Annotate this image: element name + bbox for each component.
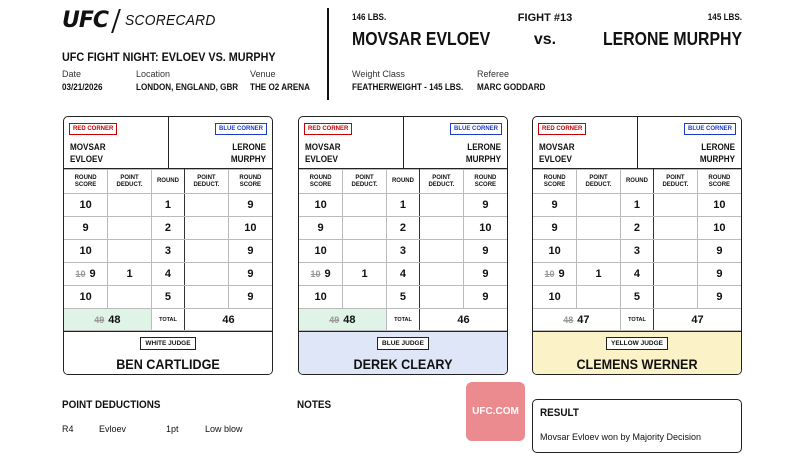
blue-point-deduct — [654, 286, 698, 309]
red-first-name: MOVSAR — [305, 142, 341, 152]
red-point-deduct — [577, 286, 621, 309]
judge-section — [299, 331, 507, 375]
blue-round-score: 10 — [697, 217, 741, 240]
red-fighter-label — [70, 141, 106, 165]
red-round-score: 9 — [64, 217, 108, 240]
red-round-score: 9 — [299, 217, 343, 240]
blue-round-score: 10 — [228, 217, 272, 240]
blue-round-score: 9 — [697, 263, 741, 286]
round-number: 3 — [620, 240, 653, 263]
table-row — [64, 217, 272, 240]
judge-color-badge: WHITE JUDGE — [140, 337, 195, 350]
blue-round-score: 9 — [463, 286, 507, 309]
blue-round-score: 9 — [228, 263, 272, 286]
blue-fighter-label — [466, 141, 501, 165]
blue-total: 47 — [654, 309, 741, 331]
blue-round-score: 9 — [463, 194, 507, 217]
venue-block — [250, 69, 317, 92]
red-fighter-label — [539, 141, 575, 165]
red-point-deduct — [343, 217, 387, 240]
header-point-deduct: POINT DEDUCT. — [654, 170, 698, 194]
round-number: 4 — [386, 263, 419, 286]
red-round-score: 10 — [64, 194, 108, 217]
round-number: 3 — [386, 240, 419, 263]
weight-class-label: Weight Class — [352, 69, 405, 79]
referee-block — [477, 69, 553, 92]
header-point-deduct: POINT DEDUCT. — [420, 170, 464, 194]
location-block — [136, 69, 250, 92]
event-name: UFC FIGHT NIGHT: EVLOEV VS. MURPHY — [62, 50, 276, 64]
red-point-deduct: 1 — [577, 263, 621, 286]
blue-point-deduct — [420, 240, 464, 263]
card-divider — [168, 117, 169, 169]
judge-section — [64, 331, 272, 375]
round-number: 2 — [386, 217, 419, 240]
red-round-score: 10 — [64, 286, 108, 309]
total-label: TOTAL — [151, 309, 184, 331]
date-label: Date — [62, 69, 82, 79]
struck-score: 10 — [310, 269, 321, 279]
round-number: 5 — [386, 286, 419, 309]
blue-round-score: 9 — [697, 286, 741, 309]
struck-total: 49 — [329, 314, 340, 325]
venue-value: THE O2 ARENA — [250, 82, 311, 92]
blue-round-score: 9 — [697, 240, 741, 263]
blue-first-name: LERONE — [701, 142, 735, 152]
fight-number: FIGHT #13 — [517, 12, 573, 24]
venue-label: Venue — [250, 69, 276, 79]
red-round-score: 10 — [299, 194, 343, 217]
red-first-name: MOVSAR — [539, 142, 575, 152]
red-round-score: 10 — [533, 286, 577, 309]
blue-point-deduct — [420, 286, 464, 309]
blue-point-deduct — [420, 194, 464, 217]
judge-section — [533, 331, 741, 375]
card-divider — [637, 117, 638, 169]
blue-round-score: 9 — [463, 263, 507, 286]
blue-point-deduct — [654, 263, 698, 286]
red-point-deduct: 1 — [343, 263, 387, 286]
judge-name: DEREK CLEARY — [353, 356, 453, 372]
blue-round-score: 9 — [463, 240, 507, 263]
red-last-name: EVLOEV — [70, 154, 103, 164]
ufc-com-watermark: UFC.COM — [466, 382, 525, 441]
table-row — [299, 194, 507, 217]
red-point-deduct — [108, 217, 152, 240]
blue-last-name: MURPHY — [699, 154, 735, 164]
struck-total: 49 — [94, 314, 105, 325]
red-round-score: 10 9 — [299, 263, 343, 286]
red-point-deduct — [108, 194, 152, 217]
header-round-score: ROUND SCORE — [697, 170, 741, 194]
card-divider — [403, 117, 404, 169]
table-row — [533, 263, 741, 286]
blue-point-deduct — [185, 263, 229, 286]
score-table — [64, 169, 272, 331]
ufc-logo — [62, 8, 223, 33]
round-number: 1 — [151, 194, 184, 217]
red-point-deduct — [343, 286, 387, 309]
red-total: 49 48 — [299, 309, 386, 331]
card-header — [299, 117, 507, 169]
blue-corner-badge: BLUE CORNER — [450, 123, 502, 135]
round-number: 1 — [620, 194, 653, 217]
red-last-name: EVLOEV — [539, 154, 572, 164]
header-round-score: ROUND SCORE — [228, 170, 272, 194]
blue-corner-badge: BLUE CORNER — [684, 123, 736, 135]
score-table — [533, 169, 741, 331]
header-point-deduct: POINT DEDUCT. — [343, 170, 387, 194]
blue-fighter-label — [700, 141, 735, 165]
judge-scorecard — [532, 116, 742, 375]
table-row — [64, 263, 272, 286]
blue-point-deduct — [420, 263, 464, 286]
header-round: ROUND — [151, 170, 184, 194]
referee-label: Referee — [477, 69, 510, 79]
blue-round-score: 9 — [228, 194, 272, 217]
weight-class-block — [352, 69, 476, 92]
logo-divider — [111, 9, 120, 33]
red-fighter-label — [305, 141, 341, 165]
struck-score: 10 — [75, 269, 86, 279]
total-row — [299, 309, 507, 331]
blue-point-deduct — [654, 194, 698, 217]
header-point-deduct: POINT DEDUCT. — [108, 170, 152, 194]
judge-scorecard — [63, 116, 273, 375]
round-number: 5 — [151, 286, 184, 309]
blue-last-name: MURPHY — [230, 154, 266, 164]
blue-first-name: LERONE — [232, 142, 266, 152]
red-point-deduct — [577, 240, 621, 263]
blue-point-deduct — [654, 217, 698, 240]
date-value: 03/21/2026 — [62, 82, 103, 92]
blue-point-deduct — [654, 240, 698, 263]
blue-corner-badge: BLUE CORNER — [215, 123, 267, 135]
table-row — [533, 217, 741, 240]
red-round-score: 10 — [64, 240, 108, 263]
red-point-deduct — [577, 217, 621, 240]
table-row — [64, 240, 272, 263]
red-round-score: 9 — [533, 217, 577, 240]
table-row — [533, 194, 741, 217]
judge-scorecard — [298, 116, 508, 375]
header-point-deduct: POINT DEDUCT. — [577, 170, 621, 194]
date-block — [62, 69, 107, 92]
header-round: ROUND — [620, 170, 653, 194]
blue-total: 46 — [185, 309, 272, 331]
round-number: 4 — [151, 263, 184, 286]
location-label: Location — [136, 69, 171, 79]
vs-label: vs. — [533, 31, 557, 48]
red-point-deduct — [108, 286, 152, 309]
table-row — [64, 194, 272, 217]
blue-fighter-name: LERONE MURPHY — [602, 29, 742, 49]
judge-color-badge: BLUE JUDGE — [377, 337, 429, 350]
point-deductions-title: POINT DEDUCTIONS — [62, 399, 161, 411]
red-weight: 146 LBS. — [352, 12, 387, 22]
red-corner-badge: RED CORNER — [304, 123, 352, 135]
blue-point-deduct — [185, 240, 229, 263]
round-number: 3 — [151, 240, 184, 263]
table-row — [299, 286, 507, 309]
judge-name: BEN CARTLIDGE — [116, 356, 220, 372]
red-corner-badge: RED CORNER — [69, 123, 117, 135]
red-point-deduct — [343, 240, 387, 263]
card-header — [64, 117, 272, 169]
total-label: TOTAL — [386, 309, 419, 331]
ufc-wordmark: UFC — [62, 8, 109, 33]
red-round-score: 10 9 — [64, 263, 108, 286]
header-round: ROUND — [386, 170, 419, 194]
red-round-score: 10 9 — [533, 263, 577, 286]
blue-first-name: LERONE — [467, 142, 501, 152]
blue-point-deduct — [420, 217, 464, 240]
blue-round-score: 10 — [463, 217, 507, 240]
header-round-score: ROUND SCORE — [64, 170, 108, 194]
red-round-score: 9 — [533, 194, 577, 217]
result-text: Movsar Evloev won by Majority Decision — [540, 432, 702, 442]
round-number: 4 — [620, 263, 653, 286]
table-header — [64, 170, 272, 194]
blue-last-name: MURPHY — [465, 154, 501, 164]
round-number: 2 — [620, 217, 653, 240]
result-box — [532, 399, 742, 453]
red-total: 49 48 — [64, 309, 151, 331]
referee-value: MARC GODDARD — [477, 82, 546, 92]
blue-fighter-label — [231, 141, 266, 165]
header-round-score: ROUND SCORE — [463, 170, 507, 194]
judge-color-badge: YELLOW JUDGE — [606, 337, 668, 350]
blue-point-deduct — [185, 217, 229, 240]
table-row — [64, 286, 272, 309]
notes-title: NOTES — [297, 399, 332, 411]
deduction-fighter: Evloev — [99, 424, 127, 434]
table-row — [533, 286, 741, 309]
deduction-round: R4 — [62, 424, 74, 434]
card-header — [533, 117, 741, 169]
header-round-score: ROUND SCORE — [533, 170, 577, 194]
score-table — [299, 169, 507, 331]
table-header — [533, 170, 741, 194]
red-round-score: 10 — [299, 240, 343, 263]
struck-total: 48 — [563, 314, 574, 325]
blue-point-deduct — [185, 194, 229, 217]
table-header — [299, 170, 507, 194]
table-row — [299, 217, 507, 240]
location-value: LONDON, ENGLAND, GBR — [136, 82, 239, 92]
blue-round-score: 9 — [228, 240, 272, 263]
table-row — [299, 240, 507, 263]
header-divider — [327, 8, 329, 100]
table-row — [533, 240, 741, 263]
total-label: TOTAL — [620, 309, 653, 331]
red-point-deduct — [577, 194, 621, 217]
total-row — [64, 309, 272, 331]
blue-weight: 145 LBS. — [707, 12, 742, 22]
deduction-points: 1pt — [166, 424, 179, 434]
header-round-score: ROUND SCORE — [299, 170, 343, 194]
red-total: 48 47 — [533, 309, 620, 331]
red-corner-badge: RED CORNER — [538, 123, 586, 135]
result-title: RESULT — [540, 407, 579, 419]
table-row — [299, 263, 507, 286]
red-point-deduct — [108, 240, 152, 263]
blue-point-deduct — [185, 286, 229, 309]
red-fighter-name: MOVSAR EVLOEV — [352, 29, 491, 49]
red-point-deduct: 1 — [108, 263, 152, 286]
judge-name: CLEMENS WERNER — [576, 356, 698, 372]
weight-class-value: FEATHERWEIGHT - 145 LBS. — [352, 82, 464, 92]
red-round-score: 10 — [299, 286, 343, 309]
round-number: 5 — [620, 286, 653, 309]
struck-score: 10 — [544, 269, 555, 279]
red-point-deduct — [343, 194, 387, 217]
blue-total: 46 — [420, 309, 507, 331]
total-row — [533, 309, 741, 331]
red-round-score: 10 — [533, 240, 577, 263]
round-number: 1 — [386, 194, 419, 217]
deduction-reason: Low blow — [205, 424, 243, 434]
round-number: 2 — [151, 217, 184, 240]
blue-round-score: 10 — [697, 194, 741, 217]
header-point-deduct: POINT DEDUCT. — [185, 170, 229, 194]
red-first-name: MOVSAR — [70, 142, 106, 152]
red-last-name: EVLOEV — [305, 154, 338, 164]
blue-round-score: 9 — [228, 286, 272, 309]
scorecard-title: SCORECARD — [124, 12, 216, 29]
